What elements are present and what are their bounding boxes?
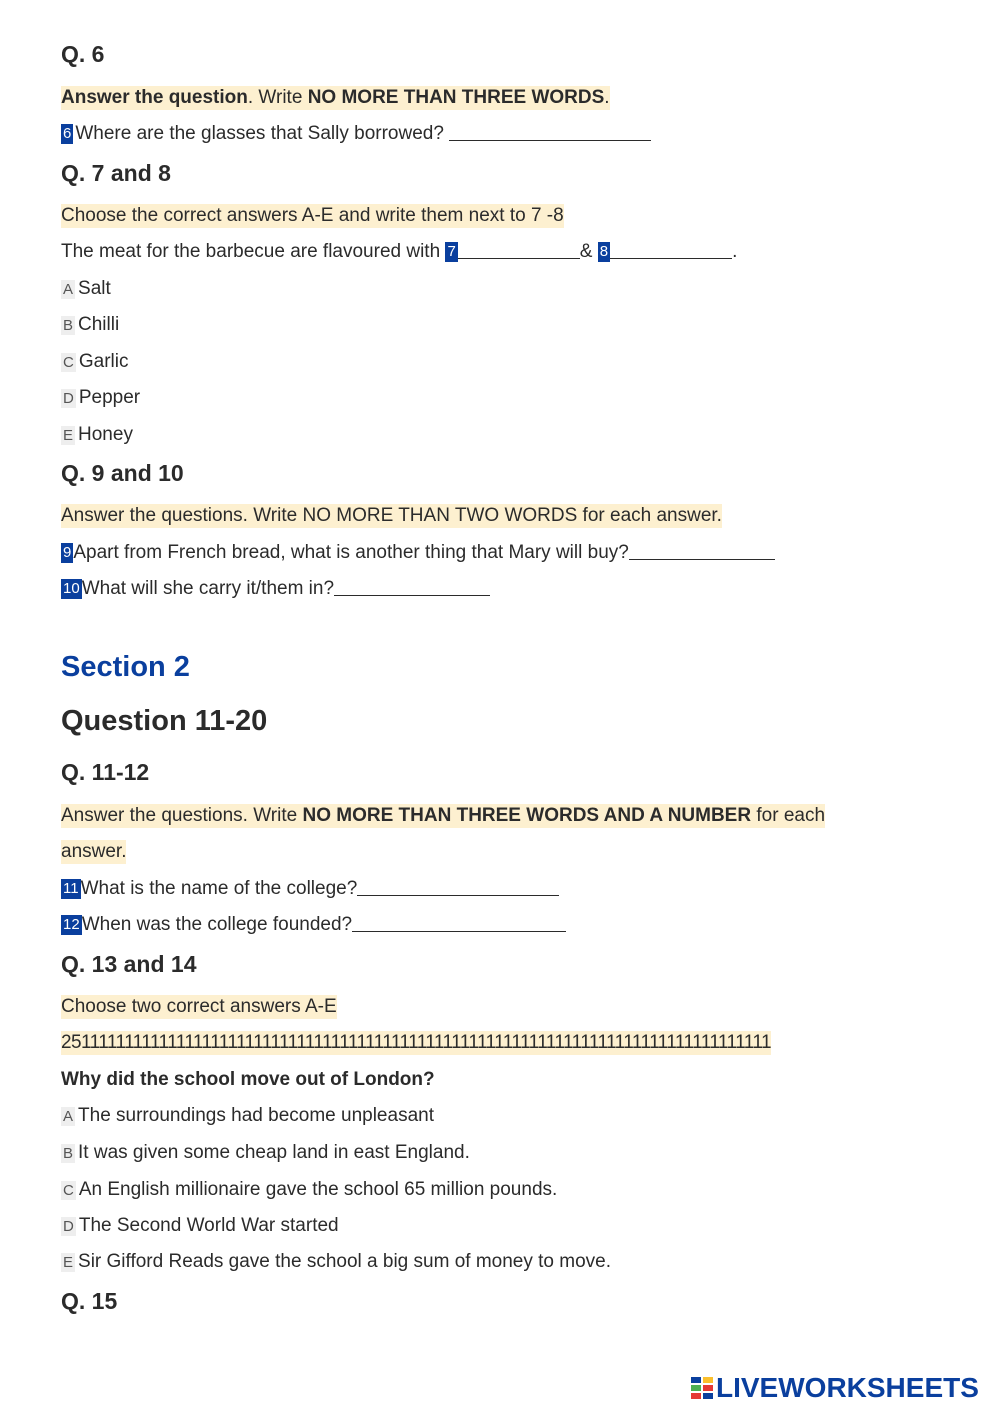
liveworksheets-logo-icon xyxy=(691,1375,713,1401)
option-text: An English millionaire gave the school 65 million pounds. xyxy=(78,1179,558,1200)
option-letter: E xyxy=(63,1254,74,1271)
q10-line xyxy=(61,577,490,601)
option-e xyxy=(61,1250,611,1274)
question-number-12: 12 xyxy=(63,916,80,933)
question-number-11: 11 xyxy=(63,880,79,897)
question-number-10: 10 xyxy=(63,580,80,597)
question-number-6: 6 xyxy=(63,125,72,142)
q7-8-heading: Q. 7 and 8 xyxy=(61,160,171,186)
ampersand: & xyxy=(579,241,593,262)
q11-12-instruction: Answer the questions. Write NO MORE THAN THREE WORDS AND A NUMBER for each xyxy=(61,805,826,826)
option-letter: A xyxy=(63,1108,74,1125)
option-letter: C xyxy=(63,354,74,371)
section-title: Section 2 xyxy=(61,651,190,683)
q7-8-sentence xyxy=(61,240,737,264)
option-letter: B xyxy=(63,317,74,334)
answer-blank-12[interactable] xyxy=(352,914,566,932)
q13-14-heading: Q. 13 and 14 xyxy=(61,951,197,977)
q9-text: Apart from French bread, what is another thing that Mary will buy? xyxy=(73,542,629,563)
option-c xyxy=(61,1178,557,1202)
option-c xyxy=(61,350,128,374)
answer-blank-11[interactable] xyxy=(357,878,559,896)
question-number-9: 9 xyxy=(63,544,72,561)
q7-8-instruction: Choose the correct answers A-E and write them next to 7 -8 xyxy=(61,205,564,226)
q11-line xyxy=(61,877,559,901)
q13-14-instruction: Choose two correct answers A-E xyxy=(61,996,337,1017)
option-a xyxy=(61,1104,434,1128)
option-e xyxy=(61,423,133,447)
sentence-end: . xyxy=(732,241,738,262)
answer-blank-7[interactable] xyxy=(458,241,580,259)
option-d xyxy=(61,1214,339,1238)
q11-12-instruction-cont: answer. xyxy=(61,841,127,862)
q7-8-sentence-text: The meat for the barbecue are flavoured with xyxy=(61,241,441,262)
q6-instruction: Answer the question. Write NO MORE THAN THREE WORDS. xyxy=(61,87,610,108)
option-text: The surroundings had become unpleasant xyxy=(78,1105,434,1126)
option-a xyxy=(61,277,111,301)
question-number-7: 7 xyxy=(447,243,456,260)
answer-blank-8[interactable] xyxy=(610,241,732,259)
q9-line xyxy=(61,541,775,565)
option-text: Sir Gifford Reads gave the school a big sum of money to move. xyxy=(78,1251,611,1272)
option-letter: B xyxy=(63,1145,74,1162)
option-letter: D xyxy=(63,390,74,407)
q12-line xyxy=(61,913,566,937)
option-d xyxy=(61,386,140,410)
q13-14-question: Why did the school move out of London? xyxy=(61,1069,435,1090)
q11-text: What is the name of the college? xyxy=(80,878,358,899)
option-text: The Second World War started xyxy=(78,1215,339,1236)
option-b xyxy=(61,1141,470,1165)
q9-10-heading: Q. 9 and 10 xyxy=(61,460,184,486)
q15-heading: Q. 15 xyxy=(61,1288,118,1314)
question-number-8: 8 xyxy=(599,243,609,260)
answer-blank-9[interactable] xyxy=(629,542,775,560)
option-text: Garlic xyxy=(78,351,129,372)
q9-10-instruction: Answer the questions. Write NO MORE THAN TWO WORDS for each answer. xyxy=(61,505,722,526)
q6-heading: Q. 6 xyxy=(61,41,105,67)
q12-text: When was the college founded? xyxy=(81,914,353,935)
q11-12-heading: Q. 11-12 xyxy=(61,759,150,785)
liveworksheets-logo xyxy=(691,1372,979,1404)
option-letter: E xyxy=(63,427,74,444)
question-range-title: Question 11-20 xyxy=(61,705,268,737)
answer-code: 2511111111111111111111111111111111111111111111111111111111111111111111111111111111 xyxy=(61,1032,771,1053)
option-text: Honey xyxy=(78,424,133,445)
q6-question-text: Where are the glasses that Sally borrowed? xyxy=(75,123,444,144)
option-text: Chilli xyxy=(78,314,120,335)
answer-blank-6[interactable] xyxy=(449,123,651,141)
option-text: It was given some cheap land in east England. xyxy=(78,1142,470,1163)
option-b xyxy=(61,313,119,337)
option-text: Pepper xyxy=(78,387,141,408)
answer-blank-10[interactable] xyxy=(334,578,490,596)
option-letter: A xyxy=(63,281,74,298)
option-letter: D xyxy=(63,1218,74,1235)
q6-question-line xyxy=(61,122,651,146)
liveworksheets-logo-text: LIVEWORKSHEETS xyxy=(716,1372,979,1403)
option-letter: C xyxy=(63,1182,74,1199)
q10-text: What will she carry it/them in? xyxy=(81,578,335,599)
option-text: Salt xyxy=(78,278,111,299)
